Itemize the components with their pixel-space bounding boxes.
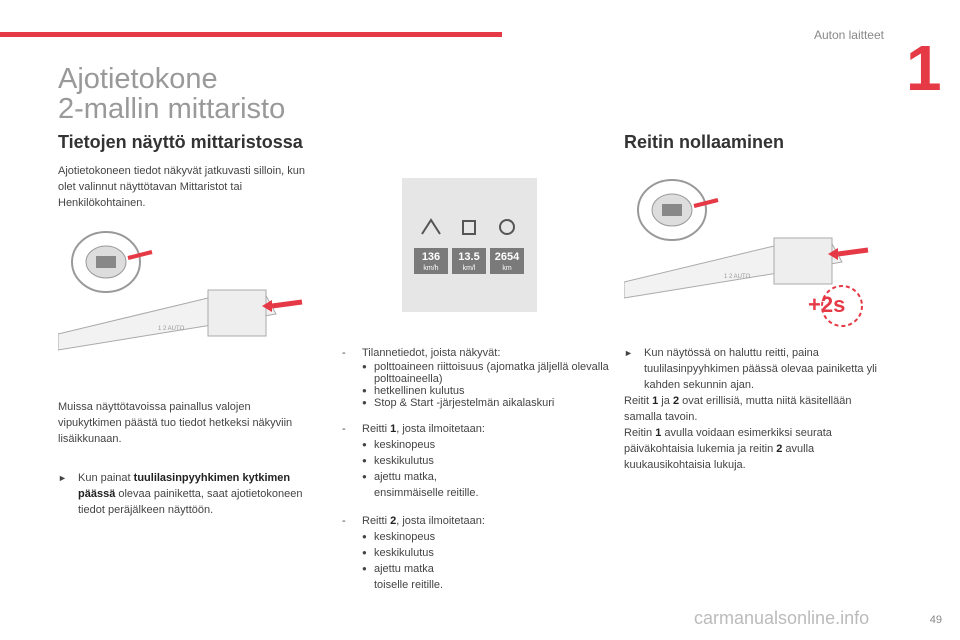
display-cell-distance (490, 248, 524, 274)
display-unit: km/h (423, 265, 439, 272)
display-value: 13.5 (458, 251, 480, 263)
left-step-bold: tuulilasinpyyhkimen kytkimen päässä (78, 472, 291, 500)
distance-icon (494, 216, 520, 238)
middle-b2-post: , josta ilmoitetaan: (396, 423, 485, 435)
display-cell-consumption (452, 248, 486, 274)
svg-text:1 2 AUTO: 1 2 AUTO (158, 326, 185, 332)
middle-block-2: - Reitti 1, josta ilmoitetaan: ● keskinopeus ● keskikulutus ● ajettu matka, ensimmäiselle reitille. (342, 421, 610, 501)
left-step-item (58, 470, 323, 518)
middle-b3-pre: Reitti (362, 515, 391, 527)
middle-b2-item: ● ajettu matka, (362, 469, 610, 485)
right-p2-e: avulla kuukausikohtaisia lukuja. (624, 443, 815, 471)
left-intro: Ajotietokoneen tiedot näkyvät jatkuvasti silloin, kun olet valinnut näyttötavan Mittaristot tai Henkilökohtainen. (58, 165, 306, 209)
instrument-display (402, 178, 537, 312)
middle-b3-tail: toiselle reitille. (374, 579, 444, 591)
watermark: carmanualsonline.info (694, 608, 870, 628)
right-step: Kun näytössä on haluttu reitti, paina tuulilasinpyyhkimen päässä olevaa painiketta yli kahden sekunnin ajan. (644, 347, 877, 391)
right-para-1 (624, 393, 886, 425)
right-p2-c: avulla voidaan esimerkiksi seurata päiväkohtaisia lukemia ja reitin (624, 427, 832, 455)
svg-text:1 2 AUTO: 1 2 AUTO (724, 274, 751, 280)
middle-b1-title: Tilannetiedot, joista näkyvät: (362, 347, 501, 359)
pointer-icon: ► (624, 348, 633, 358)
display-value: 2654 (494, 251, 520, 263)
left-heading: Tietojen näyttö mittaristossa (58, 132, 303, 152)
top-accent-bar (0, 32, 502, 37)
display-unit: km (502, 265, 512, 272)
right-p1-c: ja (658, 395, 673, 407)
section-name: Auton laitteet (813, 28, 884, 42)
stalk-illustration-left (58, 222, 320, 360)
right-text (624, 345, 886, 473)
middle-b3-item: ● keskinopeus (362, 529, 610, 545)
right-para-2 (624, 425, 886, 473)
page-title-line2: 2-mallin mittaristo (58, 93, 286, 125)
right-p2-a: Reitin (624, 427, 656, 439)
right-p1-e: ovat erillisiä, mutta niitä käsitellään samalla tavoin. (624, 395, 852, 423)
middle-block-3: - Reitti 2, josta ilmoitetaan: ● keskinopeus ● keskikulutus ● ajettu matka toiselle reitille. (342, 513, 610, 593)
range-icon (418, 216, 444, 238)
plus-2s-badge: +2s (808, 292, 846, 317)
right-p1-d: 2 (672, 395, 680, 407)
display-cell-speed (414, 248, 448, 274)
middle-b2-num: 1 (390, 423, 397, 435)
stalk-illustration-right (624, 170, 886, 330)
pointer-icon: ► (58, 473, 67, 483)
page-title-line1: Ajotietokone (58, 63, 218, 95)
right-p2-d: 2 (776, 443, 783, 455)
right-p1-b: 1 (652, 395, 659, 407)
page-title (58, 64, 285, 124)
middle-b2-pre: Reitti (362, 423, 391, 435)
middle-b3-item: ● keskikulutus (362, 545, 610, 561)
middle-b3-item: ● ajettu matka (362, 561, 610, 577)
right-step-item (624, 345, 886, 393)
middle-block-1: - Tilannetiedot, joista näkyvät: ● polttoaineen riittoisuus (ajomatka jäljellä olevalla polttoaineella) ● hetkellinen kulutus ● Stop & Start -järjestelmän aikalaskuri (342, 345, 610, 409)
right-p1-a: Reitit (624, 395, 653, 407)
middle-b1-item: ● Stop & Start -järjestelmän aikalaskuri (362, 397, 610, 409)
middle-b1-item: ● polttoaineen riittoisuus (ajomatka jäljellä olevalla polttoaineella) (362, 361, 610, 385)
middle-b2-item: ● keskikulutus (362, 453, 610, 469)
left-step-pre: Kun painat (78, 472, 134, 484)
display-value: 136 (421, 251, 441, 263)
middle-b1-item: ● hetkellinen kulutus (362, 385, 610, 397)
left-step (58, 470, 323, 518)
chapter-number: 1 (906, 32, 942, 104)
right-p2-b: 1 (655, 427, 662, 439)
middle-b3-num: 2 (390, 515, 397, 527)
left-step-post: olevaa painiketta, saat ajotietokoneen tiedot peräjälkeen näyttöön. (78, 488, 303, 516)
middle-b2-item: ● keskinopeus (362, 437, 610, 453)
right-heading: Reitin nollaaminen (624, 132, 785, 152)
display-unit: km/l (462, 265, 476, 272)
left-other-modes: Muissa näyttötavoissa painallus valojen vipukytkimen päästä tuo tiedot hetkeksi näkyviin lisäikkunaan. (58, 401, 293, 445)
middle-b2-tail: ensimmäiselle reitille. (374, 487, 479, 499)
page-number: 49 (929, 614, 942, 626)
fuel-icon (456, 216, 482, 238)
middle-b3-post: , josta ilmoitetaan: (396, 515, 485, 527)
middle-column (342, 345, 610, 593)
